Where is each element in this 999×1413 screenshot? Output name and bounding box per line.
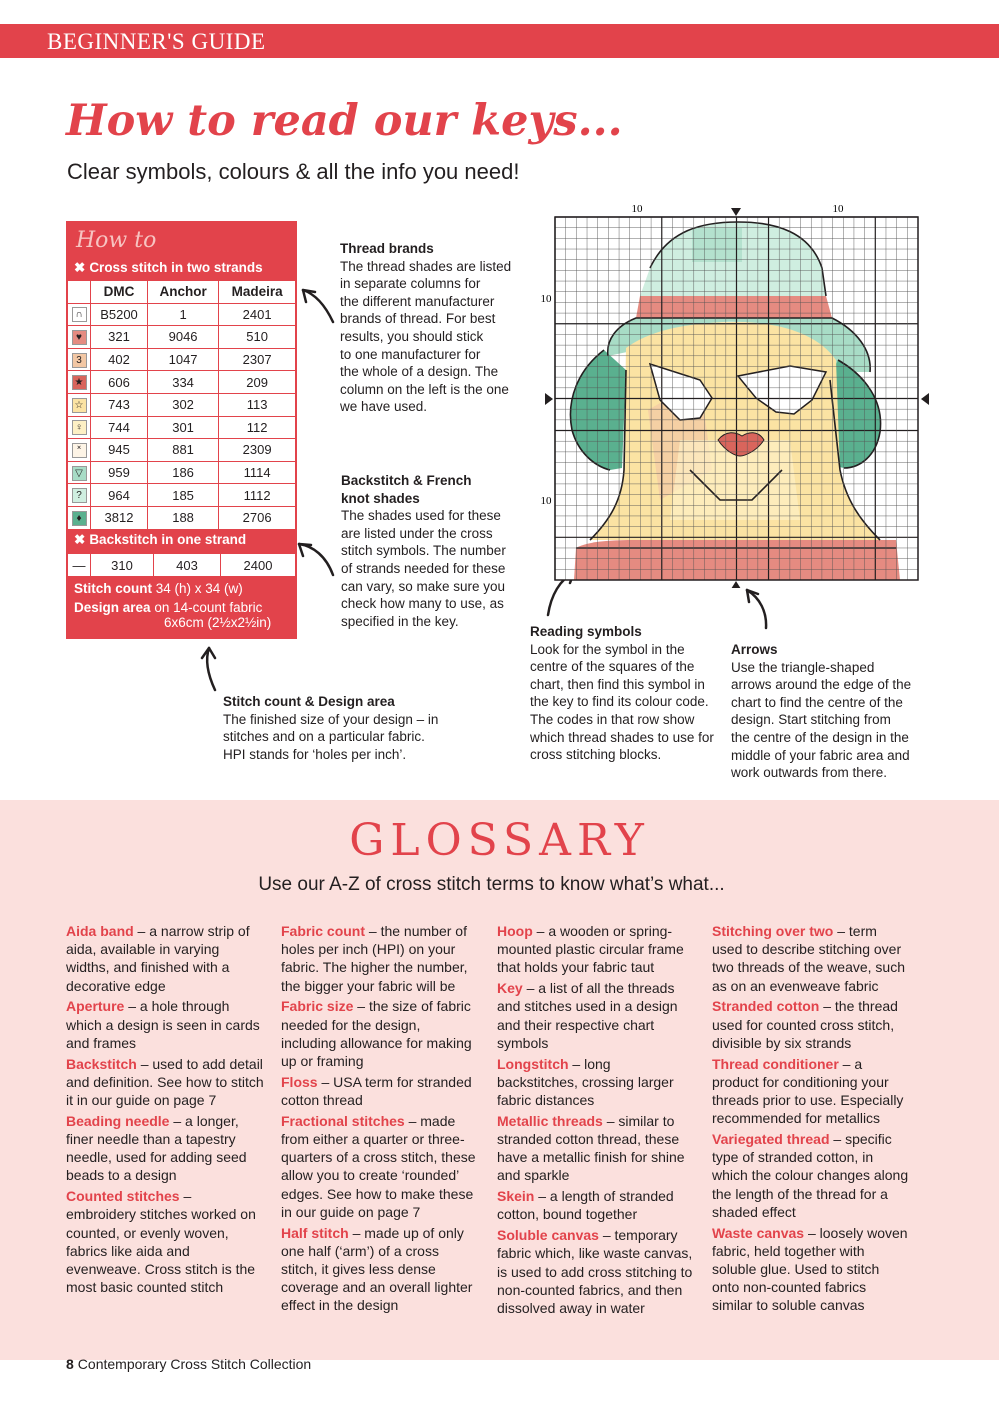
key-madeira: 1112 [219,484,296,507]
glossary-entry [712,1055,910,1128]
thread-brands-annotation [340,240,515,416]
glossary-term: Beading needle [66,1112,170,1129]
reading-symbols-heading: Reading symbols [530,624,642,639]
glossary-definition: – embroidery stitches worked on counted, or evenly woven, fabrics like aida and evenweave. Cross stitch is the most basic counted stitch [66,1188,256,1296]
glossary-term: Counted stitches [66,1188,180,1205]
key-anchor: 186 [147,461,218,484]
key-row [68,416,296,439]
annotation-line: chart to find the centre of the [731,694,903,710]
annotation-line: to one manufacturer for [340,346,481,362]
annotation-line: the centre of the design in the [731,729,909,745]
tick-label-left-upper: 10 [540,293,552,305]
annotation-line: cross stitching blocks. [530,747,662,763]
glossary-definition: – a narrow strip of aida, available in varying widths, and finished with a decorative edge [66,923,250,994]
backstitch-heading-line2: knot shades [341,490,420,506]
hat-crown-shade [692,228,742,262]
glossary-definition: – the size of fabric needed for the design, including allowance for making up or framing [281,998,472,1070]
glossary-entry [281,1112,479,1221]
bottom-center-arrow-icon [731,581,741,588]
key-dmc: 3812 [91,506,148,529]
backstitch-heading: ✖ Backstitch in one strand [74,532,247,547]
glossary-definition: – specific type of stranded cotton, in which the colour changes along the length of the thread for a shaded effect [712,1131,909,1220]
key-symbol-cell [68,393,91,416]
key-row [68,461,296,484]
glossary-definition: – a product for conditioning your threads prior to use. Especially recommended for metallics [712,1055,904,1127]
key-madeira: 2309 [219,439,296,462]
arch-symbol-icon: ∩ [72,307,87,322]
key-anchor: 881 [147,439,218,462]
cross-icon: ✖ [74,532,86,547]
annotation-line: arrows around the edge of the [731,677,912,693]
glossary-definition: – made from either a quarter or three-quarters of a cross stitch, these allow you to create ‘rounded’ edges. See how to make these in our guide on page 7 [281,1112,476,1220]
annotation-line: column on the left is the one [340,381,509,397]
glossary-subtitle: Use our A-Z of cross stitch terms to know what’s what... [258,874,725,895]
key-dmc: 945 [91,439,148,462]
key-anchor: 301 [147,416,218,439]
glossary-definition: – used to add detail and definition. See how to stitch it in our guide on page 7 [66,1055,264,1109]
hat-band [636,296,832,318]
female-symbol-icon: ♀ [72,420,87,435]
glossary-entry [497,1055,695,1110]
glossary-term: Metallic threads [497,1112,603,1129]
glossary-term: Fabric size [281,998,354,1015]
thread-key-box [66,221,297,639]
glossary-entry [66,1112,264,1185]
heart-symbol-icon: ♥ [72,330,87,345]
annotation-line: are listed under the cross [341,525,493,541]
key-madeira: 2401 [219,303,296,326]
key-dmc: 743 [91,393,148,416]
outline-star-symbol-icon: ☆ [72,398,87,413]
arrow-to-backstitch-icon [299,544,333,575]
key-dmc: B5200 [91,303,148,326]
top-center-arrow-icon [731,208,741,216]
star-symbol-icon: ★ [72,375,87,390]
key-dmc: 744 [91,416,148,439]
annotation-line: Use the triangle-shaped [731,659,875,675]
glossary-entry [281,997,479,1070]
key-dmc: 964 [91,484,148,507]
glossary-definition: – long backstitches, crossing larger fabric distances [497,1055,674,1109]
key-madeira: 112 [219,416,296,439]
reading-symbols-annotation [530,623,720,764]
tick-symbol-icon: ˟ [72,443,87,458]
page-footer [66,1356,311,1372]
key-symbol-cell [68,461,91,484]
key-symbol-cell [68,348,91,371]
stitch-count: Stitch count 34 (h) x 34 (w) [74,581,243,596]
annotation-line: which thread shades to use for [530,729,714,745]
arrows-annotation [731,641,921,782]
column-header-anchor: Anchor [147,281,218,304]
glossary-term: Waste canvas [712,1224,805,1241]
arrow-to-stitch-count-icon [207,648,215,690]
glossary-column-1 [66,922,264,1299]
glossary-definition: – a hole through which a design is seen in cards and frames [66,998,260,1051]
page-title: How to read our keys... [66,96,623,146]
thread-brands-heading: Thread brands [340,241,434,256]
glossary-entry [497,1226,695,1317]
glossary-column-3 [497,922,695,1320]
glossary-term: Thread conditioner [712,1055,839,1072]
arrow-to-columns-icon [303,290,333,322]
key-anchor: 188 [147,506,218,529]
glossary-entry [712,922,910,995]
design-area: Design area on 14-count fabric [74,600,263,615]
key-row [68,506,296,529]
glossary-definition: – loosely woven fabric, held together with soluble glue. Used to stitch onto non-counted fabrics similar to soluble canvas [712,1224,908,1314]
cross-icon: ✖ [74,260,86,275]
annotation-line: middle of your fabric area and [731,747,910,763]
column-header-madeira: Madeira [219,281,296,304]
key-symbol-cell [68,303,91,326]
annotation-line: stitch symbols. The number [341,543,506,559]
section-label: BEGINNER'S GUIDE [47,29,266,54]
key-dmc: 321 [91,326,148,349]
key-row [68,393,296,416]
glossary-entry [281,922,479,995]
glossary-title: GLOSSARY [349,815,650,866]
glossary-definition: – the thread used for counted cross stitch, divisible by six strands [712,998,898,1051]
annotation-line: of strands needed for these [341,560,506,576]
key-madeira: 209 [219,371,296,394]
stitch-count-annotation [223,693,453,763]
key-anchor: 1 [147,303,218,326]
annotation-line: brands of thread. For best [340,311,496,327]
glossary-definition: – similar to stranded cotton thread, these have a metallic finish for shine and sparkle [497,1112,685,1184]
glossary-term: Floss [281,1073,318,1090]
arrow-to-chart-arrow-icon [747,590,766,628]
glossary-definition: – a longer, finer needle than a tapestry needle, used for adding seed beads to a design [66,1112,247,1184]
key-anchor: 9046 [147,326,218,349]
glossary-entry [497,922,695,977]
cross-stitch-heading: ✖ Cross stitch in two strands [74,260,263,275]
annotation-line: the whole of a design. The [340,364,499,380]
key-dmc: 606 [91,371,148,394]
design-area-size: 6x6cm (2½x2½in) [164,615,272,630]
annotation-line: The thread shades are listed [340,258,512,274]
key-row [68,326,296,349]
right-center-arrow-icon [921,393,929,405]
key-row [68,484,296,507]
glossary-entry [712,1130,910,1221]
glossary-column-4 [712,922,910,1317]
key-madeira: 510 [219,326,296,349]
glossary-entry [66,997,264,1052]
glossary-entry [66,922,264,995]
annotation-line: specified in the key. [341,613,459,629]
tick-label-top-left: 10 [631,203,643,215]
glossary-definition: – temporary fabric which, like waste canvas, is used to add cross stitching to non-counted fabrics, and then dissolved away in water [497,1227,693,1317]
stitch-count-heading: Stitch count & Design area [223,694,395,709]
backstitch-row [68,554,296,577]
annotation-line: work outwards from there. [731,765,888,781]
key-table-header-row [68,281,296,304]
annotation-line: can vary, so make sure you [341,578,506,594]
arrows-heading: Arrows [731,642,778,657]
glossary-definition: – USA term for stranded cotton thread [281,1073,472,1109]
annotation-line: check how many to use, as [341,596,504,612]
thread-key-table [67,280,296,530]
backstitch-madeira: 2400 [221,554,296,577]
cross-stitch-chart [538,198,938,588]
key-anchor: 1047 [147,348,218,371]
glossary-definition: – a wooden or spring-mounted plastic circular frame that holds your fabric taut [497,923,684,976]
key-anchor: 302 [147,393,218,416]
glossary-entry [281,1073,479,1109]
glossary-term: Fabric count [281,923,366,939]
key-madeira: 2307 [219,348,296,371]
glossary-term: Stitching over two [712,923,834,939]
page-number: 8 [66,1356,74,1372]
glossary-term: Backstitch [66,1055,137,1072]
annotation-line: centre of the squares of the [530,659,695,675]
key-title: How to [76,228,157,253]
glossary-entry [66,1187,264,1296]
backstitch-annotation [341,472,511,630]
glossary-term: Soluble canvas [497,1227,599,1244]
glossary-term: Stranded cotton [712,998,820,1015]
tick-label-top-right: 10 [832,203,844,215]
glossary-entry [712,997,910,1052]
backstitch-anchor: 403 [154,554,221,577]
key-symbol-cell [68,484,91,507]
symbol-column-header [68,281,91,304]
backstitch-line-icon: — [68,554,91,577]
glossary-term: Fractional stitches [281,1112,405,1129]
annotation-line: we have used. [340,399,428,415]
glossary-term: Longstitch [497,1055,569,1072]
key-row [68,348,296,371]
diamond-symbol-icon: ♦ [72,511,87,526]
key-symbol-cell [68,416,91,439]
tick-label-left-lower: 10 [540,495,552,507]
key-symbol-cell [68,371,91,394]
annotation-line: the different manufacturer [340,293,495,309]
glossary-definition: – a length of stranded cotton, bound together [497,1188,674,1223]
annotation-line: in separate columns for [340,276,481,292]
backstitch-heading-line1: Backstitch & French [341,473,472,488]
glossary-entry [497,1187,695,1223]
triangle-symbol-icon: ▽ [72,466,87,481]
annotation-line: design. Start stitching from [731,712,891,728]
glossary-entry [712,1224,910,1315]
key-symbol-cell [68,439,91,462]
annotation-line: Look for the symbol in the [530,641,685,657]
annotation-line: The shades used for these [341,508,501,524]
key-symbol-cell [68,506,91,529]
key-madeira: 113 [219,393,296,416]
glossary-entry [497,979,695,1052]
glossary-term: Variegated thread [712,1131,830,1148]
glossary-definition: – the number of holes per inch (HPI) on your fabric. The higher the number, the bigger your fabric will be [281,923,468,994]
annotation-line: The finished size of your design – in [223,711,439,727]
glossary-definition: – made up of only one half (‘arm’) of a cross stitch, it gives less dense coverage and an overall lighter effect in the design [281,1224,473,1314]
glossary-definition: – a list of all the threads and stitches used in a design and their respective chart symbols [497,980,678,1051]
question-symbol-icon: ? [72,488,87,503]
key-anchor: 334 [147,371,218,394]
key-row [68,303,296,326]
glossary-term: Aida band [66,923,134,939]
annotation-line: HPI stands for ‘holes per inch’. [223,746,407,762]
glossary-term: Key [497,980,523,997]
key-anchor: 185 [147,484,218,507]
glossary-term: Skein [497,1188,535,1205]
key-madeira: 1114 [219,461,296,484]
key-row [68,371,296,394]
glossary-term: Hoop [497,923,533,939]
annotation-line: The codes in that row show [530,711,695,727]
glossary-column-2 [281,922,479,1317]
three-symbol-icon: 3 [72,353,87,368]
annotation-line: results, you should stick [340,328,484,344]
glossary-entry [497,1112,695,1185]
key-dmc: 959 [91,461,148,484]
glossary-term: Half stitch [281,1224,349,1241]
left-center-arrow-icon [545,393,553,405]
annotation-line: chart, then find this symbol in [530,676,705,692]
key-row [68,439,296,462]
key-dmc: 402 [91,348,148,371]
column-header-dmc: DMC [91,281,148,304]
page-subtitle: Clear symbols, colours & all the info you need! [67,159,520,184]
backstitch-key-table [67,553,296,577]
key-madeira: 2706 [219,506,296,529]
annotation-line: the key to find its colour code. [530,694,709,710]
backstitch-dmc: 310 [91,554,154,577]
glossary-definition: – term used to describe stitching over two threads of the weave, such as on an evenweave fabric [712,923,905,994]
glossary-entry [66,1055,264,1110]
annotation-line: stitches and on a particular fabric. [223,729,425,745]
key-symbol-cell [68,326,91,349]
glossary-term: Aperture [66,998,125,1015]
publication-name: Contemporary Cross Stitch Collection [77,1356,312,1372]
glossary-entry [281,1224,479,1315]
